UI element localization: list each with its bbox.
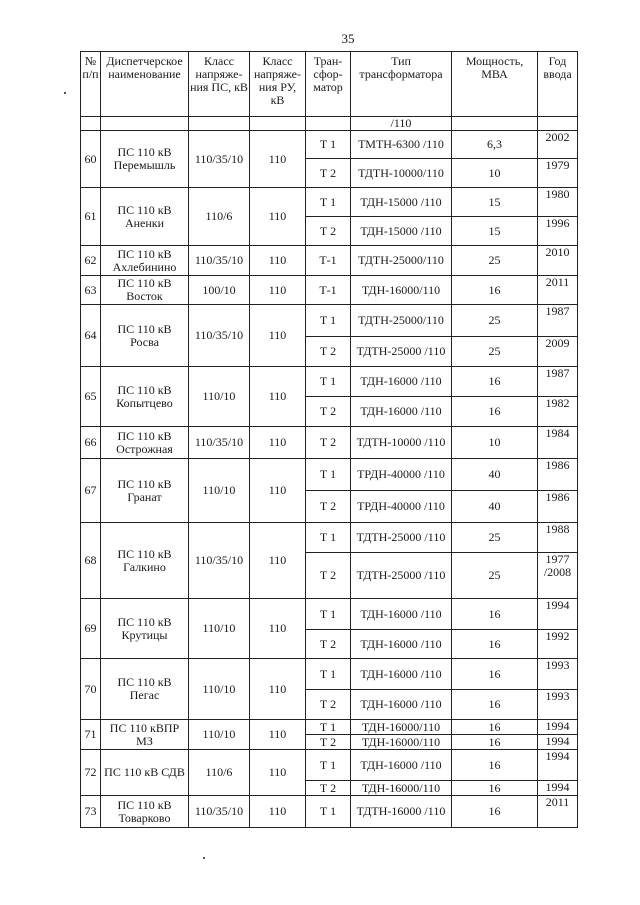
substation-voltage: 110/35/10 (189, 131, 250, 188)
header-number: № п/п (81, 52, 101, 117)
dispatch-name: ПС 110 кВ Ахлебинино (101, 246, 189, 276)
row-number: 73 (81, 796, 101, 828)
transformer-id: Т 1 (306, 367, 351, 397)
transformer-power: 16 (452, 720, 538, 735)
transformer-type: ТДТН-25000 /110 (351, 553, 452, 599)
transformer-type: ТДТН-10000 /110 (351, 427, 452, 459)
substation-voltage: 110/6 (189, 750, 250, 796)
transformer-id: Т 2 (306, 553, 351, 599)
table-row (81, 367, 578, 397)
row-number: 62 (81, 246, 101, 276)
table-row (81, 796, 578, 828)
transformer-power: 10 (452, 427, 538, 459)
dispatch-name: ПС 110 кВПР МЗ (101, 720, 189, 750)
transformer-power: 25 (452, 305, 538, 337)
page-number: 35 (341, 31, 355, 46)
substation-voltage: 110/10 (189, 367, 250, 427)
header-power: Мощность, МВА (452, 52, 538, 117)
transformer-power: 25 (452, 553, 538, 599)
transformer-power: 10 (452, 159, 538, 188)
transformer-id: Т-1 (306, 246, 351, 276)
transformer-id: Т 2 (306, 630, 351, 659)
row-number: 65 (81, 367, 101, 427)
commissioning-year: 1993 (538, 659, 578, 690)
substation-voltage: 110/10 (189, 659, 250, 720)
row-number: 61 (81, 188, 101, 246)
table-row (81, 599, 578, 630)
transformer-power: 16 (452, 276, 538, 305)
transformer-id: Т 2 (306, 690, 351, 720)
transformer-power: 16 (452, 367, 538, 397)
transformer-type: ТДТН-25000/110 (351, 246, 452, 276)
header-switchgear-voltage: Класс напряже-ния РУ, кВ (250, 52, 306, 117)
row-number: 67 (81, 459, 101, 523)
dispatch-name: ПС 110 кВ СДВ (101, 750, 189, 796)
substation-voltage: 110/35/10 (189, 246, 250, 276)
transformer-type: ТДН-16000/110 (351, 276, 452, 305)
commissioning-year: 1992 (538, 630, 578, 659)
header-dispatch-name: Диспетчерское наименование (101, 52, 189, 117)
transformer-type: ТДН-16000/110 (351, 720, 452, 735)
continuation-row (81, 117, 578, 131)
switchgear-voltage: 110 (250, 459, 306, 523)
transformer-type: ТРДН-40000 /110 (351, 459, 452, 491)
dispatch-name: ПС 110 кВ Галкино (101, 523, 189, 599)
transformer-power: 16 (452, 690, 538, 720)
transformer-type: ТДН-15000 /110 (351, 188, 452, 217)
transformer-id: Т 1 (306, 305, 351, 337)
table-row (81, 131, 578, 159)
commissioning-year: 1987 (538, 305, 578, 337)
transformer-id: Т 2 (306, 159, 351, 188)
table-row (81, 246, 578, 276)
transformer-power: 16 (452, 750, 538, 781)
commissioning-year: 1996 (538, 217, 578, 246)
table-row (81, 427, 578, 459)
substation-voltage: 110/35/10 (189, 427, 250, 459)
transformer-type: ТДН-16000 /110 (351, 750, 452, 781)
commissioning-year: 1982 (538, 397, 578, 427)
transformer-id: Т 2 (306, 427, 351, 459)
switchgear-voltage: 110 (250, 427, 306, 459)
transformer-type: ТДН-16000/110 (351, 781, 452, 796)
commissioning-year: 1993 (538, 690, 578, 720)
switchgear-voltage: 110 (250, 305, 306, 367)
transformer-power: 16 (452, 397, 538, 427)
substation-transformer-table (80, 51, 578, 828)
transformer-type: ТДН-16000 /110 (351, 630, 452, 659)
transformer-id: Т 1 (306, 720, 351, 735)
transformer-id: Т 1 (306, 459, 351, 491)
transformer-type: ТДН-16000 /110 (351, 659, 452, 690)
substation-voltage: 110/10 (189, 459, 250, 523)
transformer-id: Т 1 (306, 750, 351, 781)
table-row (81, 276, 578, 305)
transformer-type: ТДН-16000 /110 (351, 690, 452, 720)
transformer-id: Т 1 (306, 599, 351, 630)
table-row (81, 750, 578, 781)
commissioning-year: 1987 (538, 367, 578, 397)
transformer-power: 40 (452, 459, 538, 491)
row-number: 72 (81, 750, 101, 796)
transformer-type: ТДТН-25000/110 (351, 305, 452, 337)
transformer-power: 6,3 (452, 131, 538, 159)
substation-voltage: 110/6 (189, 188, 250, 246)
transformer-type: ТРДН-40000 /110 (351, 491, 452, 523)
dispatch-name: ПС 110 кВ Пегас (101, 659, 189, 720)
continuation-type: /110 (351, 117, 452, 131)
dispatch-name: ПС 110 кВ Острожная (101, 427, 189, 459)
dispatch-name: ПС 110 кВ Крутицы (101, 599, 189, 659)
transformer-id: Т 2 (306, 337, 351, 367)
row-number: 68 (81, 523, 101, 599)
switchgear-voltage: 110 (250, 523, 306, 599)
commissioning-year: 1994 (538, 599, 578, 630)
commissioning-year: 1994 (538, 750, 578, 781)
commissioning-year: 1986 (538, 459, 578, 491)
switchgear-voltage: 110 (250, 276, 306, 305)
transformer-id: Т 1 (306, 659, 351, 690)
transformer-type: ТДН-16000 /110 (351, 397, 452, 427)
table-row (81, 659, 578, 690)
transformer-power: 16 (452, 796, 538, 828)
transformer-type: ТДТН-25000 /110 (351, 337, 452, 367)
substation-voltage: 110/35/10 (189, 796, 250, 828)
commissioning-year: 1994 (538, 720, 578, 735)
dispatch-name: ПС 110 кВ Товарково (101, 796, 189, 828)
table-row (81, 459, 578, 491)
commissioning-year: 1986 (538, 491, 578, 523)
header-transformer: Тран-сфор-матор (306, 52, 351, 117)
commissioning-year: 2011 (538, 796, 578, 828)
switchgear-voltage: 110 (250, 796, 306, 828)
header-transformer-type: Тип трансформатора (351, 52, 452, 117)
transformer-power: 25 (452, 246, 538, 276)
commissioning-year: 1980 (538, 188, 578, 217)
switchgear-voltage: 110 (250, 131, 306, 188)
transformer-id: Т 2 (306, 491, 351, 523)
transformer-id: Т 2 (306, 735, 351, 750)
switchgear-voltage: 110 (250, 750, 306, 796)
substation-voltage: 110/10 (189, 720, 250, 750)
transformer-type: ТДН-16000 /110 (351, 599, 452, 630)
row-number: 70 (81, 659, 101, 720)
transformer-id: Т-1 (306, 276, 351, 305)
substation-voltage: 110/35/10 (189, 523, 250, 599)
dispatch-name: ПС 110 кВ Копытцево (101, 367, 189, 427)
commissioning-year: 1977 /2008 (538, 553, 578, 599)
dispatch-name: ПС 110 кВ Аненки (101, 188, 189, 246)
row-number: 66 (81, 427, 101, 459)
transformer-type: ТДТН-10000/110 (351, 159, 452, 188)
transformer-type: ТДН-15000 /110 (351, 217, 452, 246)
transformer-power: 16 (452, 781, 538, 796)
switchgear-voltage: 110 (250, 720, 306, 750)
switchgear-voltage: 110 (250, 367, 306, 427)
table-row (81, 305, 578, 337)
transformer-power: 16 (452, 659, 538, 690)
transformer-power: 25 (452, 337, 538, 367)
table-row (81, 188, 578, 217)
transformer-id: Т 2 (306, 781, 351, 796)
substation-voltage: 100/10 (189, 276, 250, 305)
transformer-type: ТДТН-25000 /110 (351, 523, 452, 553)
transformer-id: Т 1 (306, 523, 351, 553)
switchgear-voltage: 110 (250, 246, 306, 276)
row-number: 63 (81, 276, 101, 305)
transformer-power: 40 (452, 491, 538, 523)
transformer-type: ТДТН-16000 /110 (351, 796, 452, 828)
transformer-id: Т 2 (306, 397, 351, 427)
table-header-row (81, 52, 578, 117)
commissioning-year: 2011 (538, 276, 578, 305)
transformer-type: ТМТН-6300 /110 (351, 131, 452, 159)
table-body (81, 117, 578, 828)
dispatch-name: ПС 110 кВ Гранат (101, 459, 189, 523)
scan-speck (64, 92, 66, 94)
table-row (81, 523, 578, 553)
transformer-power: 15 (452, 217, 538, 246)
substation-voltage: 110/10 (189, 599, 250, 659)
commissioning-year: 2010 (538, 246, 578, 276)
header-year: Год ввода (538, 52, 578, 117)
dispatch-name: ПС 110 кВ Перемышль (101, 131, 189, 188)
transformer-power: 25 (452, 523, 538, 553)
commissioning-year: 1984 (538, 427, 578, 459)
header-substation-voltage: Класс напряже-ния ПС, кВ (189, 52, 250, 117)
transformer-id: Т 1 (306, 188, 351, 217)
switchgear-voltage: 110 (250, 659, 306, 720)
transformer-power: 16 (452, 630, 538, 659)
commissioning-year: 2009 (538, 337, 578, 367)
transformer-power: 16 (452, 735, 538, 750)
switchgear-voltage: 110 (250, 599, 306, 659)
row-number: 71 (81, 720, 101, 750)
row-number: 60 (81, 131, 101, 188)
transformer-power: 15 (452, 188, 538, 217)
transformer-type: ТДН-16000/110 (351, 735, 452, 750)
table-row (81, 720, 578, 735)
transformer-id: Т 2 (306, 217, 351, 246)
transformer-power: 16 (452, 599, 538, 630)
commissioning-year: 1979 (538, 159, 578, 188)
substation-voltage: 110/35/10 (189, 305, 250, 367)
switchgear-voltage: 110 (250, 188, 306, 246)
dispatch-name: ПС 110 кВ Росва (101, 305, 189, 367)
commissioning-year: 2002 (538, 131, 578, 159)
dispatch-name: ПС 110 кВ Восток (101, 276, 189, 305)
commissioning-year: 1994 (538, 781, 578, 796)
row-number: 64 (81, 305, 101, 367)
commissioning-year: 1994 (538, 735, 578, 750)
transformer-type: ТДН-16000 /110 (351, 367, 452, 397)
row-number: 69 (81, 599, 101, 659)
transformer-id: Т 1 (306, 131, 351, 159)
transformer-id: Т 1 (306, 796, 351, 828)
commissioning-year: 1988 (538, 523, 578, 553)
scan-speck (203, 857, 205, 859)
